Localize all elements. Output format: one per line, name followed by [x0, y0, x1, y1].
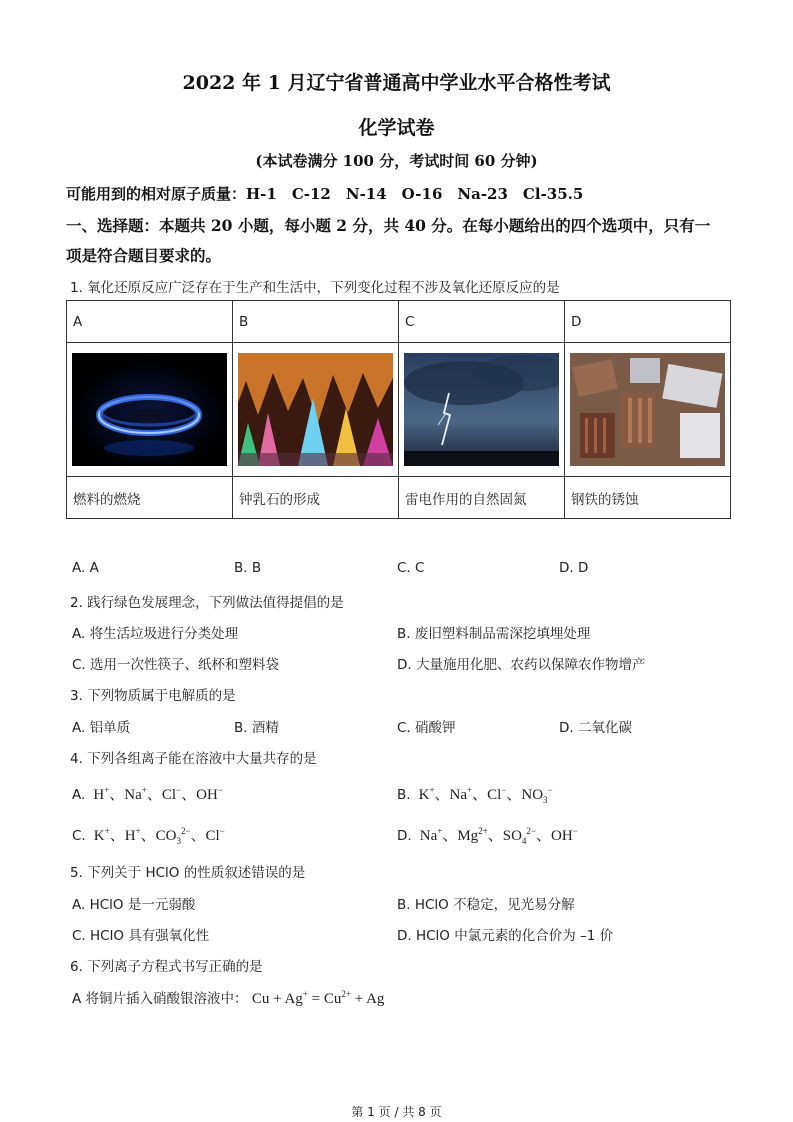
q3-option-d: D. 二氧化碳 [559, 720, 632, 736]
exam-title: 2022 年 1 月辽宁省普通高中学业水平合格性考试 [182, 72, 611, 94]
q6-option-a [72, 987, 384, 1008]
q1-option-d: D. D [559, 560, 589, 576]
q4-option-d-ions: Na+、$Mg^{2+}$、$SO_4^{2-}$、OH− [415, 826, 578, 846]
q5-option-a: A. HClO 是一元弱酸 [72, 897, 196, 913]
q2-option-b: B. 废旧塑料制品需深挖填埋处理 [397, 626, 591, 642]
q2-option-c: C. 选用一次性筷子、纸杯和塑料袋 [72, 657, 280, 673]
q4-option-a-label: A. [72, 787, 86, 803]
q4-option-d [397, 824, 578, 846]
table-header-c: C [399, 301, 565, 343]
q3-option-b: B. 酒精 [234, 720, 279, 736]
q2-option-a: A. 将生活垃圾进行分类处理 [72, 626, 239, 642]
q3-stem: 3. 下列物质属于电解质的是 [70, 688, 236, 704]
q2-stem: 2. 践行绿色发展理念，下列做法值得提倡的是 [70, 595, 344, 611]
exam-subtitle: 化学试卷 [358, 117, 435, 139]
q6-option-a-equation: $Cu + Ag^+ = Cu^{2+} + Ag$ [251, 989, 385, 1007]
rusty-iron-image [570, 353, 725, 466]
atomic-masses: 可能用到的相对原子质量：H-1 C-12 N-14 O-16 Na-23 Cl-35.5 [66, 185, 584, 203]
caption-a: 燃料的燃烧 [67, 477, 233, 519]
q4-option-c [72, 824, 225, 846]
q5-option-d: D. HClO 中氯元素的化合价为 –1 价 [397, 928, 614, 944]
caption-b: 钟乳石的形成 [233, 477, 399, 519]
table-cell-image-d [565, 343, 731, 477]
table-cell-image-a [67, 343, 233, 477]
table-cell-image-c [399, 343, 565, 477]
section-instructions-line2: 项是符合题目要求的。 [66, 246, 222, 265]
q4-option-c-ions: K+、H+、$CO_3^{2-}$、Cl− [90, 826, 225, 846]
q4-option-a-ions: H+、Na+、Cl−、OH− [89, 785, 223, 803]
gas-flame-image [72, 353, 227, 466]
q1-option-a: A. A [72, 560, 99, 576]
q4-option-b-label: B. [397, 787, 411, 803]
stalactite-cave-image [238, 353, 393, 466]
q3-option-c: C. 硝酸钾 [397, 720, 456, 736]
q6-stem: 6. 下列离子方程式书写正确的是 [70, 959, 263, 975]
lightning-storm-image [404, 353, 559, 466]
q1-stem: 1. 氧化还原反应广泛存在于生产和生活中，下列变化过程不涉及氧化还原反应的是 [70, 280, 560, 296]
table-header-d: D [565, 301, 731, 343]
exam-note: (本试卷满分 100 分，考试时间 60 分钟) [255, 152, 538, 170]
q1-option-c: C. C [397, 560, 425, 576]
section-instructions-line1: 一、选择题：本题共 20 小题，每小题 2 分，共 40 分。在每小题给出的四个选项中，只有一 [66, 216, 711, 235]
q4-option-d-label: D. [397, 828, 412, 844]
q6-option-a-label: A 将铜片插入硝酸银溶液中： [72, 991, 248, 1007]
q4-option-b [397, 783, 553, 805]
table-cell-image-b [233, 343, 399, 477]
caption-d: 钢铁的锈蚀 [565, 477, 731, 519]
page-footer: 第 1 页 / 共 8 页 [351, 1105, 442, 1119]
q4-option-b-ions: K+、Na+、Cl−、$NO_3^-$ [414, 785, 553, 805]
table-header-a: A [67, 301, 233, 343]
q3-option-a: A. 铝单质 [72, 720, 131, 736]
table-header-b: B [233, 301, 399, 343]
q5-option-c: C. HClO 具有强氧化性 [72, 928, 210, 944]
q1-options-table [66, 300, 731, 519]
q4-option-a [72, 783, 223, 804]
q5-stem: 5. 下列关于 HClO 的性质叙述错误的是 [70, 865, 306, 881]
q4-stem: 4. 下列各组离子能在溶液中大量共存的是 [70, 751, 317, 767]
q2-option-d: D. 大量施用化肥、农药以保障农作物增产 [397, 657, 646, 673]
caption-c: 雷电作用的自然固氮 [399, 477, 565, 519]
q1-option-b: B. B [234, 560, 262, 576]
q5-option-b: B. HClO 不稳定，见光易分解 [397, 897, 575, 913]
q4-option-c-label: C. [72, 828, 86, 844]
